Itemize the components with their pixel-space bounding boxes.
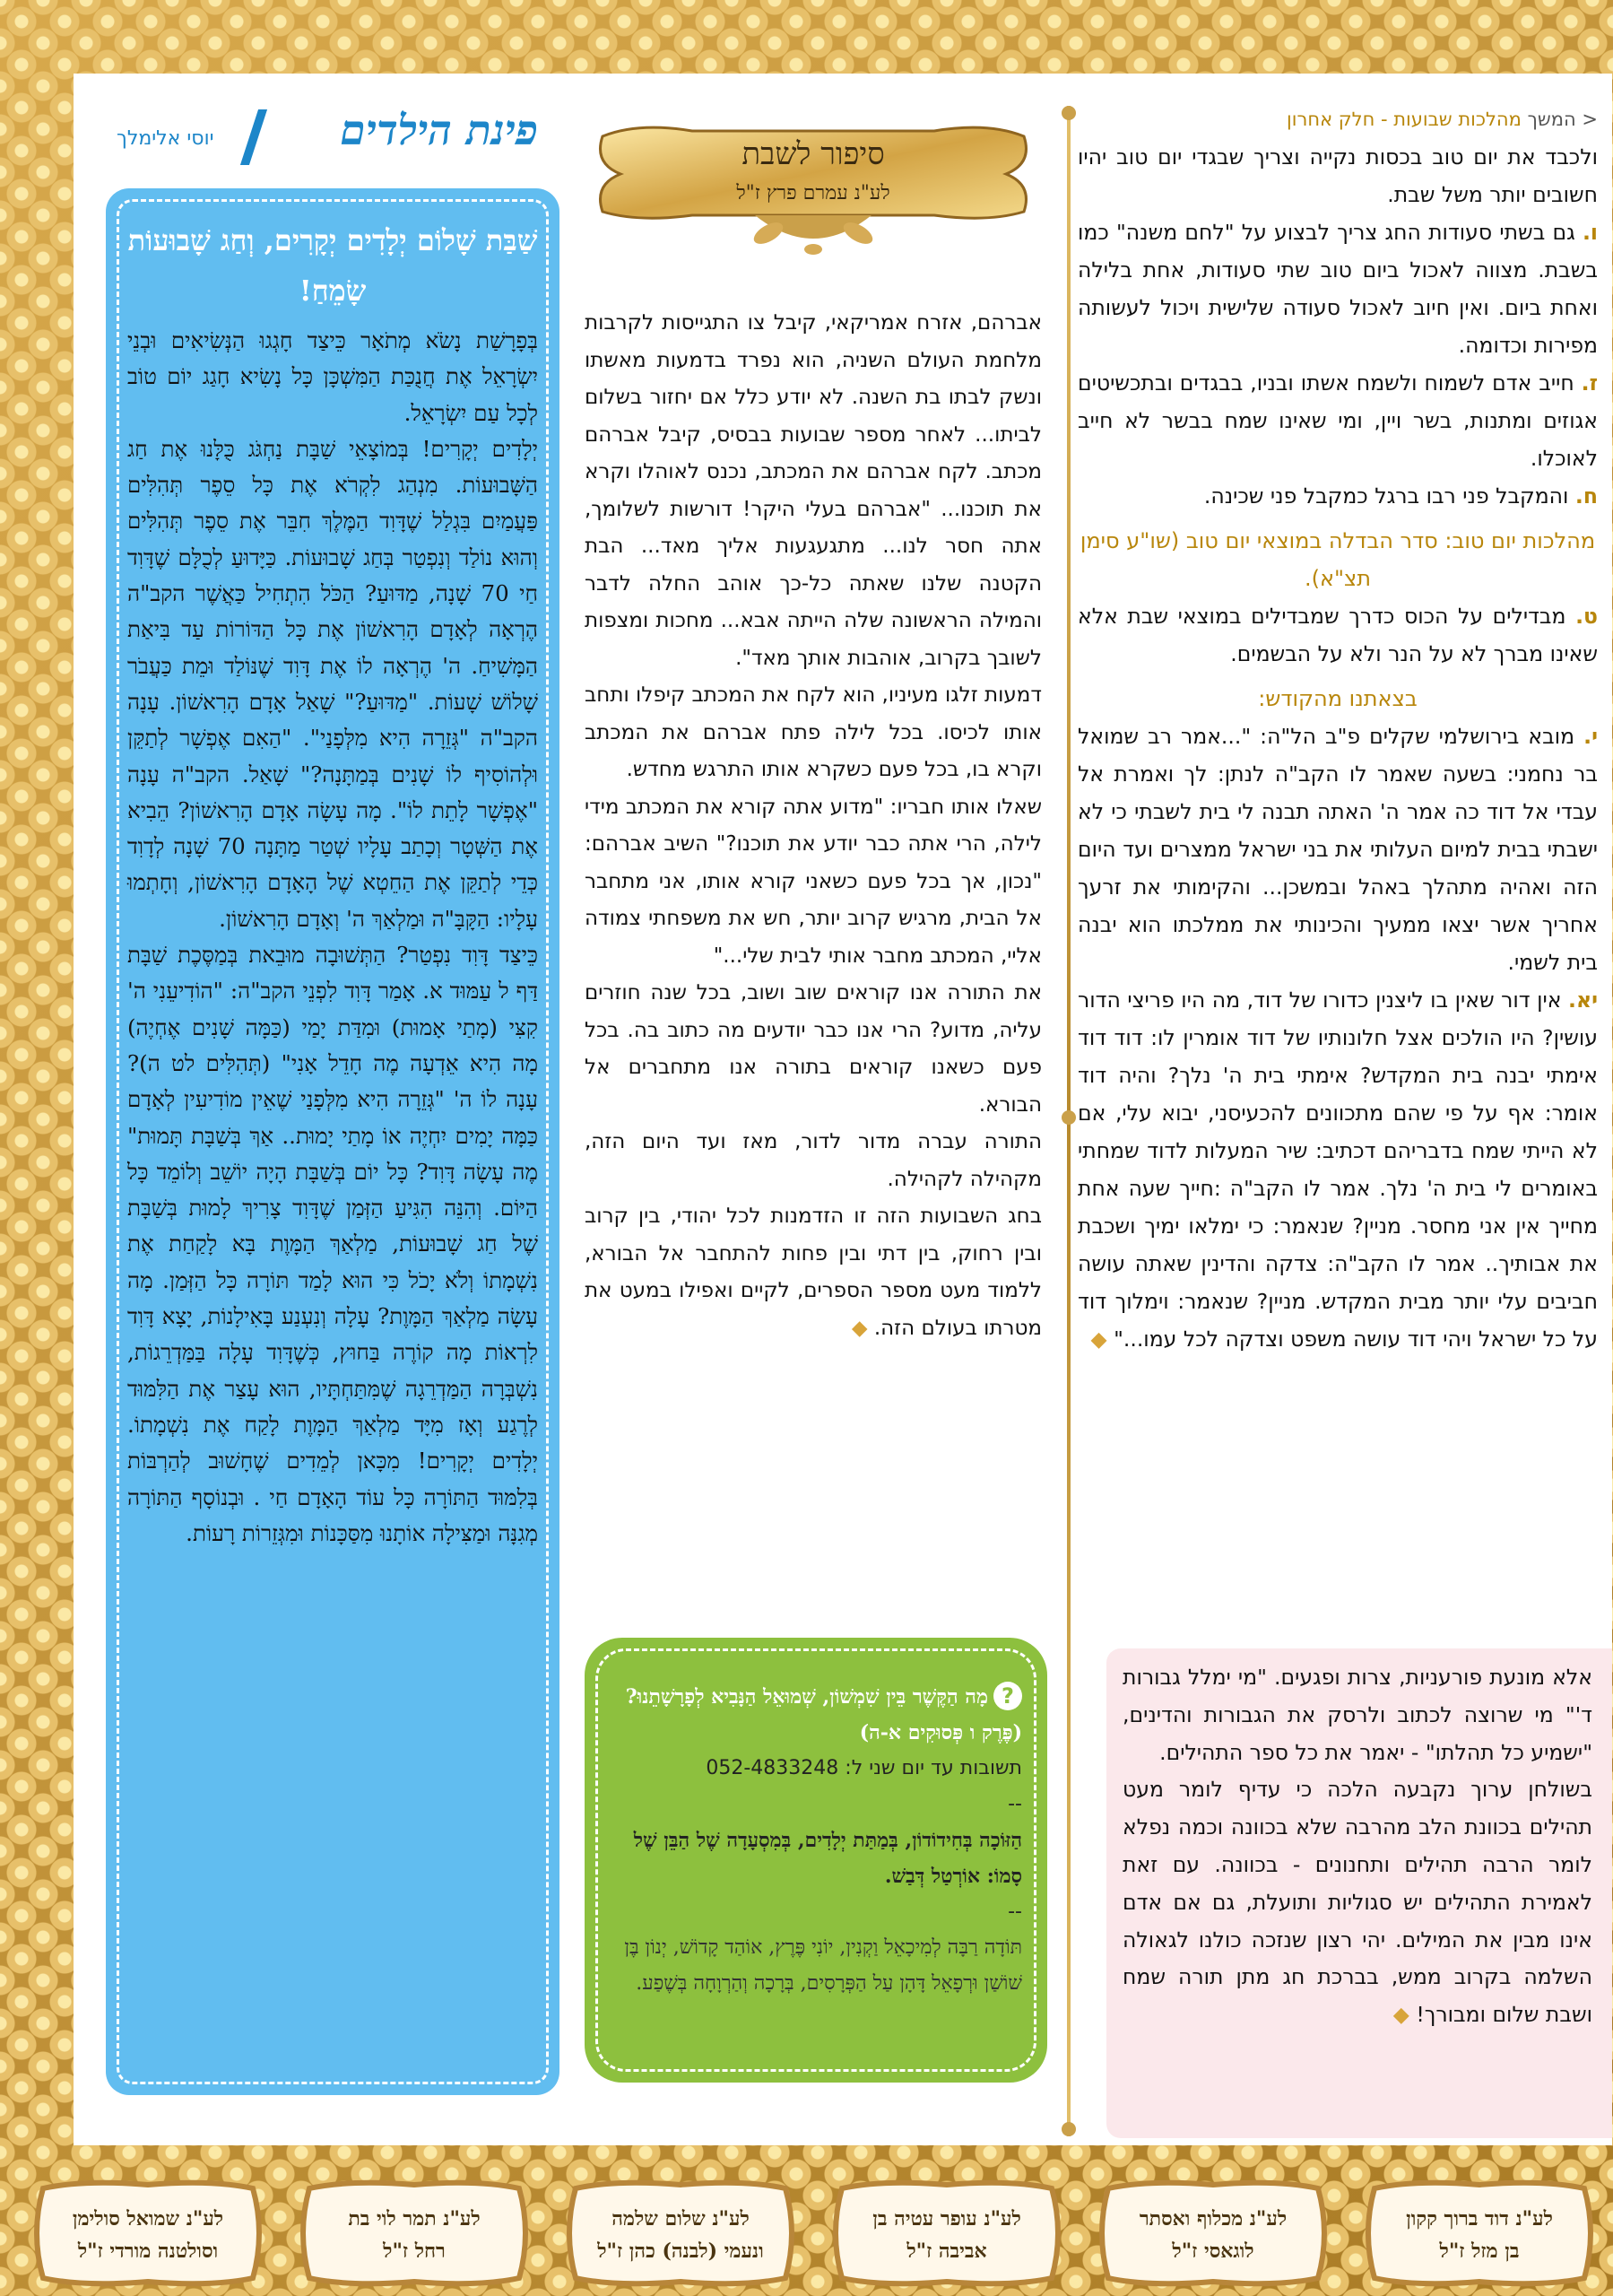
memorial-line: רחל ז"ל	[383, 2239, 446, 2263]
story-paragraph: התורה עברה מדור לדור, מאז ועד היום הזה, מקהילה לקהילה.	[585, 1130, 1042, 1191]
quiz-answer-phone: תשובות עד יום שני ל: 052-4833248	[706, 1757, 1022, 1779]
continued-header	[1078, 100, 1598, 138]
item-number: ז.	[1581, 370, 1598, 396]
item-number: ו.	[1583, 220, 1598, 245]
item-text: אין דור שאין בו ליצנין כדורו של דוד, מה היו פריצי הדור עושין? היו הולכים אצל חלונותיו של דוד אומרין לו: דוד דוד אימתי יבנה בית המקדש? אימתי בית ה' נלך? והיה דוד אומר: אף על פי שהם מתכוונים להכעיסני, יבוא עלי, אם לא הייתי שמח בדבריהם דכתיב: שיר המעלות לדוד שמחתי באומרים לי בית ה' נלך. אמר לו הקב"ה :חייך שעה אחת מחייך אין אני מחסר. מניין? שנאמר: כי ימלאו ימיך ושכבת את אבותיך.. אמר לו הקב"ה: צדקה והדינין שאתה עושה חביבים עלי יותר מבית המקדש. מניין? שנאמר: וימלוך דוד על כל ישראל ויהי דוד עושה משפט וצדקה לכל עמו..."	[1078, 987, 1598, 1352]
separator-text: --	[1008, 1900, 1022, 1923]
memorial-plaque	[829, 2179, 1064, 2287]
quiz-thanks: תּוֹדָה רַבָּה לְמִיכָאֵל וַקְנִין, יוֹנִי פֶּרֶץ, אוֹהַד קָדוֹשׁ, יְנוֹן בֶּן שׁוֹשַׁן וּרְפָאֵל דָּהָן עַל הַפְּרָסִים, בְּרָכָה וְהַרְוָחָה בְּשֶׁפַע.	[624, 1936, 1022, 1995]
kids-corner-title: פינת הילדים	[340, 106, 538, 154]
kids-greeting-heading: שַׁבַּת שָׁלוֹם יְלָדִים יְקָרִים, וְחַג שָׁבוּעוֹת שָׂמֵחַ!	[127, 223, 538, 308]
kids-paragraph: כֵּיצַד דָּוִד נִפְטַר? הַתְּשׁוּבָה מוּבֵאת בְּמַסֶּכֶת שַׁבָּת דַּף ל עַמּוּד א. אָמַר דָּוִד לִפְנֵי הקב"ה: "הוֹדִיעֵנִי ה' קִצִּי (מָתַי אָמוּת) וּמִדַּת יָמַי (כַּמָּה שָׁנִים אֶחְיֶה) מָה הִיא אֵדְעָה מֶה חָדֵל אָנִי" (תְּהִלִּים לט ה)? עָנָה לוֹ ה' "גְּזֵרָה הִיא מִלְּפָנַי שֶׁאֵין מוֹדִיעִין לְאָדָם כַּמָּה יָמִים יִחְיֶה אוֹ מָתַי יָמוּת.. אַךְ בְּשַׁבָּת תָּמוּת" מֶה עָשָׂה דָּוִד? כָּל יוֹם בְּשַׁבָּת הָיָה יוֹשֵׁב וְלוֹמֵד כָּל הַיּוֹם. וְהִנֵּה הִגִּיעַ הַזְּמַן שֶׁדָּוִד צָרִיךְ לָמוּת בְּשַׁבָּת שֶׁל חַג שָׁבוּעוֹת, מַלְאַךְ הַמָּוֶת בָּא לָקַחַת אֶת נִשְׁמָתוֹ וְלֹא יָכֹל כִּי הוּא לָמַד תּוֹרָה כָּל הַזְּמַן. מָה עָשָׂה מַלְאַךְ הַמָּוֶת? עָלָה וְנִעְנַע בָּאִילָנוֹת, יָצָא דָּוִד לִרְאוֹת מָה קוֹרֶה בַּחוּץ, כְּשֶׁדָּוִד עָלָה בַּמַּדְרֵגוֹת, נִשְׁבְּרָה הַמַּדְרֵגָה שֶׁמִּתַּחְתָּיו, הוּא עָצַר אֶת הַלִּמּוּד לְרֶגַע וְאָז מִיָּד מַלְאַךְ הַמָּוֶת לָקַח אֶת נִשְׁמָתוֹ. יְלָדִים יְקָרִים! מִכָּאן לְמֵדִים שֶׁחָשׁוּב לְהַרְבּוֹת בְּלִמּוּד הַתּוֹרָה כָּל עוֹד הָאָדָם חַי . וּבְנוֹסָף הַתּוֹרָה מְגִנָּה וּמַצִּילָה אוֹתָנוּ מִסַּכָּנוֹת וּמִגְּזֵרוֹת רָעוֹת.	[127, 942, 538, 1546]
halacha-item	[1078, 364, 1598, 477]
section-title: מהלכות יום טוב: סדר הבדלה במוצאי יום טוב (שו"ע סימן תצ"א).	[1080, 528, 1596, 591]
question-mark-icon: ?	[993, 1682, 1022, 1710]
memorial-line: לע"נ עופר עטיה בן	[872, 2207, 1021, 2231]
kids-corner-author: יוסי אלימלך	[117, 127, 214, 150]
memorial-plaque	[297, 2179, 532, 2287]
memorial-text	[851, 2203, 1043, 2267]
halacha-item	[1078, 718, 1598, 981]
kids-story-text	[127, 323, 538, 1552]
story-paragraph: אברהם, אזרח אמריקאי, קיבל צו התגייסות לקרבות מלחמת העולם השניה, הוא נפרד בדמעות מאשתו ונשק לבתו בת השנה. לא יודע כלל אם יחזור בשלום לביתו... לאחר מספר שבועות בבסיס, קיבל אברהם מכתב. לקח אברהם את המכתב, נכנס לאוהלו וקרא את תוכנו... "אברהם בעלי היקר! דורשות לשלומך, אתה חסר לנו... מתגעגעות אליך מאד... הבת הקטנה שלנו שאתה כל-כך אוהב החלה לדבר והמילה הראשונה שלה הייתה אבא... מחכות ומצפות לשובך בקרוב, אוהבות אותך מאד".	[585, 311, 1042, 670]
divider-ornament	[1062, 1110, 1076, 1125]
memorial-line: וסולטנה מורדי ז"ל	[77, 2239, 219, 2263]
tehillim-paragraph	[1123, 1771, 1592, 2034]
end-diamond-icon: ◆	[1392, 2002, 1409, 2028]
kids-corner-header	[117, 106, 538, 178]
story-banner	[585, 118, 1042, 262]
item-number: ט.	[1575, 604, 1598, 629]
memorial-plaque	[563, 2179, 798, 2287]
continued-label: < המשך	[1527, 109, 1598, 130]
story-dedication: לע"נ עמרם פרץ ז"ל	[736, 182, 890, 204]
tehillim-paragraph: אלא מונעת פורעניות, צרות ופגעים. "מי ימלל גבורות ד'" מי שרוצה לכתוב ולרסק את הגבורות והדינים, "ישמיע כל תהלתו" - יאמר את כל ספר התהילים.	[1123, 1665, 1592, 1765]
item-text: חייב אדם לשמוח ולשמח אשתו ובניו, בבגדים ובתכשיטים אגוזים ומתנות, בשר ויין, ומי שאינו שמח בבשר לא חייב לאוכלו.	[1078, 370, 1598, 471]
divider-ornament	[1062, 2122, 1076, 2136]
item-text: והמקבל פני רבו ברגל כמקבל פני שכינה.	[1203, 483, 1569, 509]
story-paragraph: דמעות זלגו מעיניו, הוא לקח את המכתב קיפלו ותחב אותו לכיסו. בכל לילה פתח אברהם את המכתב וקרא בו, בכל פעם כשקרא אותו התרגש מחדש.	[585, 683, 1042, 781]
story-paragraph-text: בחג השבועות הזה זו הזדמנות לכל יהודי, בין קרוב ובין רחוק, בין דתי ובין פחות להתחבר אל הבורא, ללמוד מעט מספר הספרים, לקיים ואפילו במעט את מטרתו בעולם הזה.	[585, 1205, 1042, 1340]
memorial-plaque	[1096, 2179, 1331, 2287]
memorial-plaque	[1362, 2179, 1597, 2287]
memorial-line: בן מזל ז"ל	[1439, 2239, 1520, 2263]
halacha-paragraph: ולכבד את יום טוב בכסות נקייה וצריך שבגדי יום טוב יהיו חשובים יותר משל שבת.	[1078, 144, 1598, 207]
memorial-line: ונעמי (לבנה) כהן ז"ל	[597, 2239, 764, 2263]
memorial-plaque	[30, 2179, 265, 2287]
title-separator	[240, 109, 267, 165]
halacha-column	[1078, 100, 1598, 1358]
column-divider	[1061, 106, 1077, 2136]
kids-corner-box	[106, 188, 559, 2095]
halacha-item	[1078, 477, 1598, 515]
quiz-box	[585, 1638, 1047, 2083]
kids-paragraph: בְּפָרָשַׁת נָשֹׂא מְתֹאָר כֵּיצַד חָגְגוּ הַנְּשִׂיאִים וּבְנֵי יִשְׂרָאֵל אֶת חֲנֻכַּת הַמִּשְׁכָּן כָּל נָשִׂיא חָגַג יוֹם טוֹב לְכָל עַם יִשְׂרָאֵל.	[127, 327, 538, 426]
halacha-item	[1078, 981, 1598, 1358]
kids-paragraph: יְלָדִים יְקָרִים! בְּמוֹצָאֵי שַׁבָּת נַחְגֹּג כֻּלָּנוּ אֶת חַג הַשָּׁבוּעוֹת. מִנְהַג לִקְרֹא אֶת כָּל סֵפֶר תְּהִלִּים פַּעֲמַיִם בִּגְלַל שֶׁדָּוִד הַמֶּלֶךְ חִבֵּר אֶת סֵפֶר תְּהִלִּים וְהוּא נוֹלַד וְנִפְטַר בְּחַג שָׁבוּעוֹת. כַּיָּדוּעַ לְכֻלָּם שֶׁדָּוִד חַי 70 שָׁנָה, מַדּוּעַ? הַכֹּל הִתְחִיל כַּאֲשֶׁר הקב"ה הֶרְאָה לְאָדָם הָרִאשׁוֹן אֶת כָּל הַדּוֹרוֹת עַד בִּיאַת הַמָּשִׁיחַ. ה' הֶרְאָה לוֹ אֶת דָּוִד שֶׁנּוֹלַד וּמֵת כַּעֲבֹר שָׁלוֹשׁ שָׁעוֹת. "מַדּוּעַ?" שָׁאַל אָדָם הָרִאשׁוֹן. עָנָה הקב"ה "גְּזֵרָה הִיא מִלְּפָנַי". "הַאִם אֶפְשָׁר לְתַקֵּן וּלְהוֹסִיף לוֹ שָׁנִים בְּמַתָּנָה?" שָׁאַל. הקב"ה עָנָה "אֶפְשָׁר לָתֵת לוֹ". מָה עָשָׂה אָדָם הָרִאשׁוֹן? הֵבִיא אֶת הַשְּׁטָר וְכָתַב עָלָיו שְׁטַר מַתָּנָה 70 שָׁנָה לְדָוִד כְּדֵי לְתַקֵּן אֶת הַחֵטְא שֶׁל הָאָדָם הָרִאשׁוֹן, וְחָתְמוּ עָלָיו: הַקָּבָּ"ה וּמַלְאַךְ ה' וְאָדָם הָרִאשׁוֹן.	[127, 435, 539, 932]
memorial-line: לע"נ שלום שלמה	[611, 2207, 750, 2231]
quiz-question-text: מָה הַקֶּשֶׁר בֵּין שִׁמְשׁוֹן, שְׁמוּאֵל הַנָּבִיא לְפָרָשָׁתֵנוּ? (פֶּרֶק ו פְּסוּקִים א-ה)	[625, 1685, 1022, 1744]
memorial-footer	[0, 2170, 1613, 2296]
end-diamond-icon: ◆	[851, 1316, 868, 1340]
tehillim-text	[1123, 1659, 1592, 2034]
divider-ornament	[1062, 106, 1076, 120]
item-number: יא.	[1568, 987, 1598, 1013]
story-text	[585, 305, 1042, 1347]
end-diamond-icon: ◆	[1090, 1326, 1107, 1352]
quiz-winner: הַזּוֹכָה בְּחִידוֹדוֹן, בְּמַתַּת יְלָדִים, בְּמִסְעָדָה שֶׁל הַבֵּן שֶׁל סָמוֹ: אוֹרְטַל דְּבַשׁ.	[633, 1829, 1022, 1888]
memorial-line: אביבה ז"ל	[906, 2239, 987, 2263]
story-paragraph	[585, 1198, 1042, 1347]
continued-title: מהלכות שבועות - חלק אחרון	[1287, 109, 1522, 130]
item-text: גם בשתי סעודות החג צריך לבצוע על "לחם משנה" כמו בשבת. מצווה לאכול ביום טוב שתי סעודות, אחת בלילה ואחת ביום. ואין חיוב לאכול סעודה שלישית ויכול לעשותה מפירות וכדומה.	[1078, 220, 1598, 358]
memorial-text	[52, 2203, 244, 2267]
item-text: מבדילים על הכוס כדרך שמבדילים במוצאי שבת אלא שאינו מברך לא על הנר ולא על הבשמים.	[1078, 604, 1598, 666]
memorial-line: לע"נ שמואל סולימן	[72, 2207, 224, 2231]
item-number: י.	[1583, 724, 1598, 749]
memorial-line: לוגאסי ז"ל	[1172, 2239, 1254, 2263]
halacha-item	[1078, 213, 1598, 364]
item-text: מובא בירושלמי שקלים פ"ב הל"ה: "...אמר רב שמואל בר נחמני: בשעה שאמר לו הקב"ה לנתן: לך ואמרת אל עבדי אל דוד כה אמר ה' האתה תבנה לי בית לשבתי כי לא ישבתי בבית למיום העלותי את בני ישראל ממצרים ועד היום הזה ואהיה מתהלך באהל ובמשכן... והקימותי את זרעך אחריך אשר יצאו ממעיך והכינותי את ממלכתו הוא יבנה בית לשמי.	[1078, 724, 1598, 975]
section-title: בצאתנו מהקודש:	[1258, 686, 1418, 711]
story-paragraph: את התורה אנו קוראים שוב ושוב, בכל שנה חוזרים עליה, מדוע? הרי אנו כבר יודעים מה כתוב בה. בכל פעם כשאנו קוראים בתורה אנו מתחברים אל הבורא.	[585, 981, 1042, 1117]
story-paragraph: שאלו אותו חבריו: "מדוע אתה קורא את המכתב מידי לילה, הרי אתה כבר יודע את תוכנו?" השיב אברהם: "נכון, אך בכל פעם כשאני קורא אותו, אני מתחבר אל הבית, מרגיש קרוב יותר, חש את משפחתי צמודה אליי, המכתב מחבר אותי לבית שלי..."	[585, 795, 1042, 968]
item-number: ח.	[1574, 483, 1598, 509]
memorial-text	[585, 2203, 776, 2267]
memorial-line: לע"נ דוד ברוך קקון	[1406, 2207, 1553, 2231]
memorial-line: לע"נ תמר לוי בת	[348, 2207, 481, 2231]
tehillim-box	[1106, 1648, 1612, 2138]
memorial-text	[318, 2203, 510, 2267]
memorial-line: לע"נ מכלוף ואסתר	[1139, 2207, 1288, 2231]
story-title: סיפור לשבת	[741, 136, 885, 172]
quiz-question	[610, 1679, 1022, 1751]
memorial-text	[1383, 2203, 1575, 2267]
halacha-item	[1078, 597, 1598, 673]
quiz-content	[610, 1679, 1022, 2002]
tehillim-paragraph-text: בשולחן ערוך נקבעה הלכה כי עדיף לומר מעט תהילים בכוונת הלב מהרבה שלא בכוונה וכמה נפלא לומר הרבה תהילים ותחנונים - בכוונה. עם זאת לאמירת התהילים יש סגוליות ותועלת, גם אם אדם אינו מבין את המילים. יהי רצון שנזכה כולנו לגאולה השלמה בקרוב ממש, בברכת חג מתן תורה שמח ושבת שלום ומבורך!	[1123, 1777, 1592, 2028]
memorial-text	[1117, 2203, 1309, 2267]
separator-text: --	[1008, 1793, 1022, 1815]
